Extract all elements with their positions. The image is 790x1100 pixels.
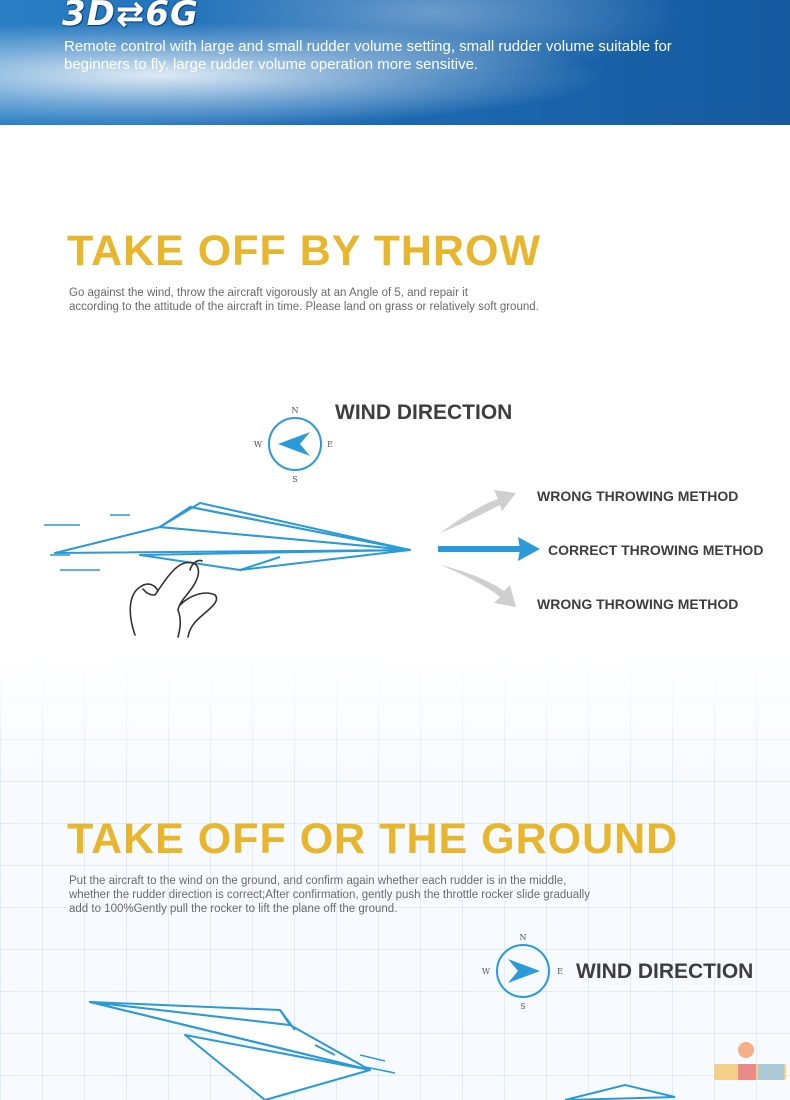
compass-n-label: N xyxy=(291,406,299,415)
compass-w-label: W xyxy=(481,967,491,976)
description-line: add to 100%Gently pull the rocker to lift the plane off the ground. xyxy=(69,903,398,915)
banner-description: Remote control with large and small rudder volume setting, small rudder volume suitable for beginners to fly, large rudder volume operation more sensitive. xyxy=(64,38,672,73)
wrong-arrow-down-icon xyxy=(440,565,516,607)
compass-e-label: E xyxy=(327,440,333,449)
compass-s-label: S xyxy=(520,1002,526,1011)
grid-fade xyxy=(0,655,790,775)
wrong-method-label-bottom: WRONG THROWING METHOD xyxy=(537,596,739,612)
compass-icon xyxy=(250,405,340,485)
compass-n-label: N xyxy=(519,933,527,942)
top-banner xyxy=(0,0,790,125)
description-line: Go against the wind, throw the aircraft vigorously at an Angle of 5, and repair it xyxy=(69,287,468,299)
description-line: Put the aircraft to the wind on the ground, and confirm again whether each rudder is in the middle, xyxy=(69,875,567,887)
section-description-throw xyxy=(69,286,539,314)
brand-logo-stamp xyxy=(712,1040,790,1100)
compass-s-label: S xyxy=(292,475,298,484)
correct-method-label: CORRECT THROWING METHOD xyxy=(548,542,764,558)
section-description-ground xyxy=(69,874,590,916)
3d-6g-logo: 3D⇄6G xyxy=(62,0,199,34)
wrong-arrow-up-icon xyxy=(440,490,516,533)
description-line: whether the rudder direction is correct;After confirmation, gently push the throttle rocker slide gradually xyxy=(69,889,590,901)
wrong-method-label-top: WRONG THROWING METHOD xyxy=(537,488,739,504)
throwing-arrows xyxy=(430,485,550,615)
description-line: according to the attitude of the aircraft in time. Please land on grass or relatively soft ground. xyxy=(69,301,539,313)
section-title-throw: TAKE OFF BY THROW xyxy=(67,227,542,275)
compass-e-label: E xyxy=(557,967,563,976)
compass-w-label: W xyxy=(253,440,263,449)
section-title-ground: TAKE OFF OR THE GROUND xyxy=(67,815,679,863)
wind-direction-label: WIND DIRECTION xyxy=(576,960,754,983)
paper-plane-ground-illustration xyxy=(85,995,685,1100)
paper-plane-hand-illustration xyxy=(40,495,420,640)
wind-direction-label: WIND DIRECTION xyxy=(335,401,513,424)
